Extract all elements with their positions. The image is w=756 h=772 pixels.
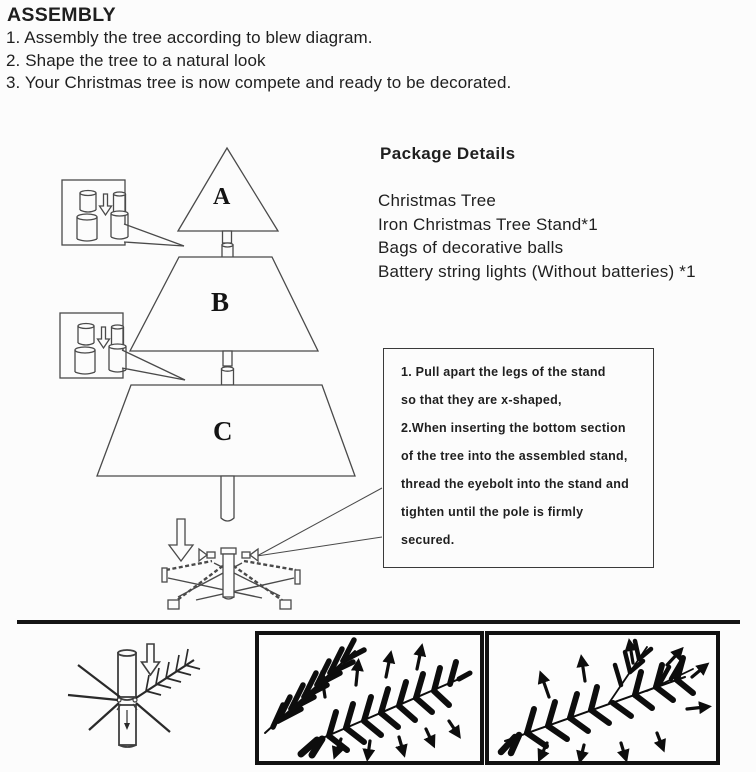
tree-section-c (97, 385, 355, 521)
pole-joint-ab (222, 243, 233, 258)
note-line-1: 1. Pull apart the legs of the stand (401, 365, 606, 379)
stand-callout-lines (257, 488, 382, 556)
insert-down-arrow-icon (169, 519, 193, 561)
note-line-2: so that they are x-shaped, (401, 393, 562, 407)
note-line-5: thread the eyebolt into the stand and (401, 477, 630, 491)
fluffed-branch-full (501, 641, 693, 753)
step-1: 1. Assembly the tree according to blew diagram. (6, 28, 373, 47)
page-title: ASSEMBLY (7, 4, 116, 26)
note-line-4: of the tree into the assembled stand, (401, 449, 628, 463)
tree-assembly-diagram (0, 130, 756, 622)
package-item-3: Bags of decorative balls (378, 238, 564, 257)
tree-section-a-label: A (213, 184, 231, 210)
pole-connection-callout-1 (62, 180, 184, 246)
step-2: 2. Shape the tree to a natural look (6, 50, 266, 70)
section-divider (17, 620, 740, 624)
note-line-6: tighten until the pole is firmly (401, 505, 584, 519)
down-arrow-icon (142, 644, 160, 675)
package-item-2: Iron Christmas Tree Stand*1 (378, 214, 598, 234)
package-item-4: Battery string lights (Without batteries) *1 (378, 261, 696, 281)
branch-shaping-box-2 (485, 631, 720, 765)
pole-joint-bc (222, 367, 234, 385)
assembly-steps (6, 27, 511, 95)
branch-shaping-box-1 (255, 631, 484, 765)
note-line-3: 2.When inserting the bottom section (401, 421, 626, 435)
package-item-1: Christmas Tree (378, 191, 497, 210)
tree-section-b-label: B (211, 287, 230, 317)
note-line-7: secured. (401, 533, 455, 547)
tree-section-c-label: C (213, 416, 233, 446)
step-3: 3. Your Christmas tree is now compete and ready to be decorated. (6, 73, 512, 93)
branch-attachment-illustration (62, 640, 212, 762)
package-details-title: Package Details (380, 144, 516, 163)
